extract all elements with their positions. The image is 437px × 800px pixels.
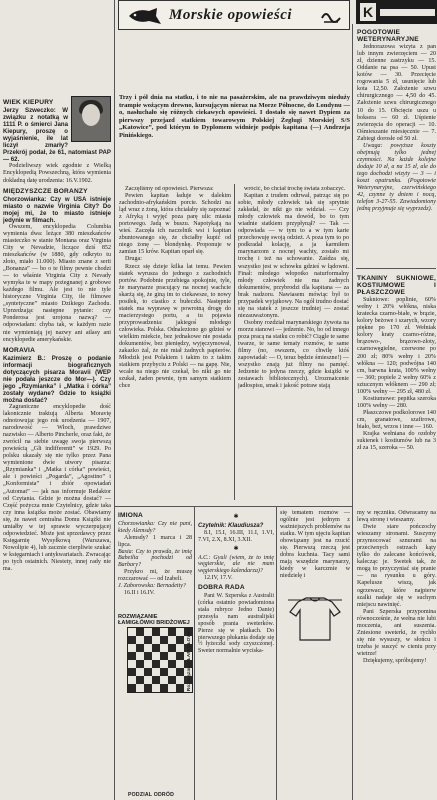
imiona-a-3: 16.II i 16.IV. [124, 589, 155, 596]
board-square [176, 684, 184, 692]
left-para-3: Zagraniczne encyklopedie dość lakonicznie traktują Alberta Moravię odnotowując jego rok urodzenia — 1907, narodowość — Włoch, prawdziwe nazwisko — Alberto Pincherle, oraz fakt, że zwrócił na siebie uwagę swoja pierwszą powieścią „Gli indifferenti” w 1929. Po polsku ukazały się nie tylko przez Pana wymienione dwie utwory pisarza: „Rzymianka” i „Matka i córka” powieści, ale i powieści „Pogarda”, „Agostino” i „Konformista” i zbiór opowiadań „Automat” — jak nas informuje Redaktor od Czytania. Gdzie je można dostać? — Część pożycza mnie Czytelnicy, gdzie taka czy inna książka może zostać. Obawiamy się, że nawet centralna Domu Książki nie umiałby w tej sprawie wyczerpującej odpowiedzieć. Może jest sprzedawcy przez Księgarnię Wysyłkową (Warszawa, Nowolipie 4), lub zacznie cierpliwie szukać w księgarniach i antykwariatach. Zwracając po tych ostatnich. Niestety, innej rady nie ma. [3, 403, 111, 573]
puzzle-board [127, 627, 193, 693]
board-square [176, 652, 184, 660]
board-square [128, 660, 136, 668]
board-square [152, 660, 160, 668]
left-lead-3: Kazimierz B.: Proszę o podanie informacji biograficznych dotyczących pisarza Moravii (WEP nie podała jeszcze do Mor—). Czy jego „Rzymianka” i „Matka i córka” zostały wydane? Gdzie to książki można dostać? [3, 354, 111, 404]
board-square [176, 676, 184, 684]
board-square [128, 668, 136, 676]
right-bottom-para-4: Dziękujemy, spróbujemy! [363, 657, 427, 664]
column-rule [352, 24, 353, 800]
board-square [152, 676, 160, 684]
board-square [144, 660, 152, 668]
portrait-photo [71, 96, 111, 142]
tkaniny-heading: TKANINY SUKNIOWE, KOSTIUMOWE I PŁASZCZOWE [357, 275, 436, 297]
board-square [152, 628, 160, 636]
story1-para-1: Zaczęliśmy od opowieści. Pierwsza: [125, 186, 214, 192]
board-square [176, 660, 184, 668]
left-lead-2: Chorzowianka: Czy w USA istnieje miasto o nazwie Virginia City? Do mojej mi, że to miasto istnieje jedynie w filmach. [3, 195, 111, 224]
left-column [3, 96, 111, 800]
board-square [152, 636, 160, 644]
left-para-1: Podzieliwszy wiek zgodnie z Wielką Encyklopedią Powszechną, która wymienia dokładną datę urodzenia: 16.V.1902. [3, 163, 111, 184]
story-continuation [280, 510, 350, 798]
board-square [152, 668, 160, 676]
board-square [144, 628, 152, 636]
board-square [144, 644, 152, 652]
board-square [176, 628, 184, 636]
board-square [168, 676, 176, 684]
story1-para-2: Pewien kapitan ładuje w dalekim zachodnio-afrykańskim porcie. Schodzi na ląd wraz z żoną, która chciałaby się zapoznać z Afryką i wyjęć poza parę ulic miasta portowego. Jadą w buszu. Napotykają na wieś. Zaczęła ich naczelnik wsi i kapitan zbuntowanego się, że chciałby kupić od niego żonę — blondynkę. Proponuje w zamian 15 krów. Kapitan oparł się. [119, 193, 231, 256]
board-square [152, 652, 160, 660]
gyula-a: 12.IV, 17.V. [204, 575, 233, 582]
board-square [136, 676, 144, 684]
right-column-top [357, 26, 436, 266]
board-square [176, 644, 184, 652]
board-square [176, 636, 184, 644]
story-column-2 [238, 186, 349, 504]
story2-para-1: wrócić, bo chciał trochę świata zobaczyć. [244, 186, 346, 192]
tkaniny-para-1: Sukniowe: poplinie, 60% wełny i 20% włókna, niska kratecka czarno-białe, w brązie, kolory beżowe i szarych, wzory piękne po 170 zł. Wełniak kolory kraty czarno-różne, brązowo-, brązowo-złoty, czarnowęgielne, czerwone po 200 zł; 80% wełny i 20% włókna — 120; podwójna 140 cm, barwna krata, 100% wełny — 360; popiele 2 wełny 60% z sztucznym włóknem — 290 zł; 100% wełny — 295 zł, 480 zł. [357, 297, 436, 395]
story1-para-3: Druga: [125, 256, 142, 263]
imiona-q-3: J. Zaborowska: Bernadetty? [118, 583, 186, 590]
article-lead: Trzy i pół dnia na statku, i to nie na pasażerskim, ale na prawdziwym nieduży trampie wożącym drewno, kursującym nieraz na Morze Północne, do Londynu — o, nasłuchało się różnych ciekawych opowieści. I dostało się nawet Dypiem za pierwszy przejazd statkiem towarowym Polskiej Żeglugi Morskiej S/S „Katowice”, pod którym to Dyplomem widnieje podpis kapitana (—) Andrzeja Pinińskiego. [119, 94, 350, 139]
right-bottom-para-2: Dwie stare pończochy wieszamy stronami. Suszymy przymocować sznurami na przeciwnych ostrzach kąty tylko do zalecane końcówek, kalecząc je. Swetek tak, że mogą to przyczyniać się pranie — na rysunku u góry. Kapelusze wiszą, jak ogrzewacz, które najpierw szalki nadaje się w suchym miejscu nawinięć. [357, 524, 436, 608]
column-rule [234, 184, 235, 500]
horizontal-rule [356, 268, 436, 269]
board-square [160, 668, 168, 676]
imiona-q-2: Basia: Czy to prawda, że imię Babeilia pochodzi od Barbary? [118, 548, 192, 569]
board-square [136, 636, 144, 644]
horizontal-rule [114, 506, 352, 507]
board-square [136, 628, 144, 636]
board-square [160, 660, 168, 668]
story2-para-2: Kapitan z trudem odtrwał, patrząc się po sobie, młody człowiek tak się sprytnie zakładał, że nikt go nie widział. — Czy młody człowiek ma dowód, bo to tym wiadnie statkiem przypłynął? — Tak — odpowiada — w tym to a w tym karie przechowuję swoją odzież. A poza tym to po podkradał kolację, a ja karmiłem marynarzom z nocnej wachty, zostało mi trochę i też na schowanie. Zaśdza się, wszystko jest w schowku gdzieś w łądowni. Finał: młodego włopotko naturformalny młody człowiek nie ma żadnych dokumentów, przybrodzi dla kapitana — za brak nadzoru. Nawiasem mówiąc był to przypadek wyjątkowy. Na ogół trudno dostać się na statek z jeszcze trudniej — zostać niezauważonym. [238, 193, 349, 319]
fish-icon [127, 7, 163, 25]
imiona-box [118, 510, 192, 622]
imiona-a-1: Alemsdy? 1 marca i 28 lipca. [118, 534, 192, 548]
left-lead-1: Jerzy Szweczko: W związku z notatką w 1111 P. o śmierci Jana Kiepury, proszę o wyjaśnienie, ile lat liczył zmarły? Przekrój podał, że 61, natomiast PAP — 62. [3, 107, 111, 164]
column-rule [114, 0, 115, 800]
story2-para-3: Osobny rozdział marynarskiego żywota na morzu stanowi — jedzenie. No, bo od innego poza pracą na statku co robić? Ciągle te same twarze, te same tematy rozmów, te same filmy (no, owszem, co chwilę któś zapowiadał: — O, teraz będzie śmieszne!) — wszystko znają już filmy na pamięć. Jedzenie to jedyna rzeczy, gdzie książki w zestawach bibliotecznych). Urozmaicenie jadłospisu, smak i jakość potraw stają [238, 319, 349, 390]
board-square [168, 668, 176, 676]
right-column-bottom [357, 510, 436, 798]
board-square [160, 652, 168, 660]
board-square [144, 684, 152, 692]
wave-icon [321, 8, 341, 24]
klaudiusz-heading: Czytelnik: Klaudiusza? [198, 522, 264, 529]
dobra-rada-text: Pani W. Szperska z Australii (córka ostatnio powiadomiona stała rubryce Jedno Danie) przesyła nam australijski sposób prania sweterków. Pierze się w płatkach. Do pierwszego płukania dodaje się ½ łyżeczki sody czyszczonej. Sweter normalnie wyciska- [198, 593, 274, 655]
tkaniny-para-3: Płaszczowe podkolorowe 140 cm, granatowe, szafirowe, biało, beż, wrzos i inne — 160. [357, 409, 436, 430]
board-square [136, 660, 144, 668]
board-square [168, 660, 176, 668]
tkaniny-para-2: Kostiumowe: pepitka szeroka 100% wełny — 280. [357, 395, 436, 409]
column-rule [276, 506, 277, 800]
board-square [176, 668, 184, 676]
board-square [168, 652, 176, 660]
board-square [128, 644, 136, 652]
imiona-q-1: Chorzowianka: Czy nie pani, kiedy Alemsdy? [118, 520, 192, 534]
board-square [144, 636, 152, 644]
board-square [144, 652, 152, 660]
pogotowie-para-2: Uwaga: powyższe koszty obejmują tylko jednej czynności. Na każde kolejne dodaje 10 zł, a na 15 zł, ale do tego dochodzi wizyty — 3 — i koszt opatrunku. (Pogotowie Weterynaryjne, czerwińskiego 42, czynne ty dniem i nocą, telefon 3-27-55. Zawiadomiony jedną przyjmuje się wyprzedz). [357, 142, 436, 213]
board-square [136, 644, 144, 652]
board-square [136, 652, 144, 660]
board-square [160, 676, 168, 684]
section-header [118, 0, 350, 30]
middle-small-column [198, 512, 274, 798]
sweater-drying-illustration [282, 590, 348, 648]
board-square [128, 652, 136, 660]
board-square [136, 684, 144, 692]
board-square [152, 644, 160, 652]
klaudiusz-text: 8.I, 15.I, 16.III, 11.I, 1.VI, 7.VI, 2.X, 8.XI, 3.XII. [198, 529, 274, 543]
board-square [144, 676, 152, 684]
pogotowie-para-1: Jednorazowa wizyta z pan lub innym zwierzęciem — 20 zł, dzienne zastrzyku — 15. Oddanie na psa — 50. Upust kotów — 30. Przecięcie rogowania 5 zł, usunięcie lub kota 12,50. Założenie szwu chirurgicznego — 4,50 do 45. Założenie szwu chirurgicznego 10 do 15. Obcięcie uszu u boksera — 60 zł. Uśpienie zwierzęcia do operacji — 10. Ośmieszanie miesięcznie — 7. Zabiegi dorosłe od 50 zł. [357, 44, 436, 142]
rubric-logo [356, 0, 437, 24]
page-title: Morskie opowieści [169, 7, 293, 23]
board-square [160, 628, 168, 636]
puzzle-bottom-label: PODZIAL ODRÓD [128, 792, 175, 798]
board-square [136, 668, 144, 676]
imiona-heading: IMIONA [118, 512, 144, 519]
puzzle-side-label: Rozwiązanie ŁAMIGŁOWKI [186, 628, 191, 692]
story1-para-4: Rzecz się dzieje kilka lat temu. Pewien statek wyrusza do jednego z zachodnich portów. Podobnie przebiega spokojnie, tyle, że marynarze pracujący na nocnej wachcie skarżą się, że giną im to ciekawsze, to nowy posiłek, to ciastko z bułeczki. Następnie statek ma wyprawę w powrotną drogę do macierzystego portu, a tu pojawia przyprowadzenia: jakiegoś młodego człowieka. Polska. Odnaleziono go gdzieś w wielkim miekcie, bez jednakowe nie posiada dokumentów, bez pieniędzy, wyjęczymował, zakazko żal, że nie miał żadnych papierów. Młodzik jest Polakiem i takim to z takim statkiem przybyciu z Polski — na gapę. Nie, wcale na niego nie czekał, bo nikt go nie szukał, żaden pewnie, tym samym statkiem chce [119, 263, 231, 390]
tkaniny-para-4: Krajka wełniana do ozdoby sukienek i kostiumów lub na 3 zł za 15, szeroka — 50. [357, 431, 436, 452]
board-square [128, 636, 136, 644]
board-square [160, 644, 168, 652]
logo-bar [380, 9, 435, 16]
gyula-q: A.C.: Gyuli (wiem, że to imię węgierskie, ale nie mam węgierskiego kalendarza)? [198, 554, 274, 575]
board-square [168, 636, 176, 644]
right-column-middle [357, 272, 436, 504]
board-square [160, 684, 168, 692]
board-square [152, 684, 160, 692]
left-heading-2: MIĘDZYSZCZE BORANZY [3, 187, 88, 195]
column-rule [194, 506, 195, 800]
right-bottom-para-1: my w ręczniku. Odwracamy na lewą stronę i wieszamy. [357, 510, 436, 524]
board-square [144, 668, 152, 676]
left-para-2: Owszem, encyklopedia Columbia wymienia dwa: leżące 380 mieszkańców miasteczko w stanie Montana oraz Virginia City w Nevadzie, liczące dziś 852 mieszkańców (w 1880, gdy odkryto tu złoto, miało 11.000). Miasto znane z serii „Bonanza” — bo o te filmy pewnie chodzi — to właśnie Virginia City z Nevady wymyka te w mapy pożegnanej z grobowe każdego filmu. Ale jest to nie tyle historyczne Virginia City, ile filmowe „syntetyczne” miasto Dzikiego Zachodu. Uprzedzając następne pytanie: czy Ponderosa jest urojona nazwą? — odpowiadam: chyba tak, w każdym razie nie wymieniają jej nazwy ani atlasy ani encyklopedie amerykańskie. [3, 223, 111, 343]
star-divider: ✱ [233, 545, 239, 552]
board-square [160, 636, 168, 644]
story-column-1 [119, 186, 231, 504]
board-square [168, 628, 176, 636]
board-square [128, 684, 136, 692]
board-square [168, 644, 176, 652]
star-divider: ✱ [233, 514, 239, 520]
pogotowie-heading: POGOTOWIE WETERYNARYJNE [357, 29, 419, 44]
board-square [128, 628, 136, 636]
dobra-rada-heading: DOBRA RADA [198, 584, 245, 592]
imiona-a-2: Przykro mi, że muszę rozczarować — od Izabeli. [118, 569, 192, 583]
right-bottom-para-3: Pani Szperska przypomina równocześnie, że wełna nie lubi moczenia, ani suszenia. Zniesione sweterki, że rychło się nie wysuszy, w słońcu i trzeba je suszyć w cieniu przy wietrze! [357, 608, 436, 657]
board-square [128, 676, 136, 684]
puzzle-caption: ROZWIĄZANIE ŁAMIGŁÓWKI BRIDŻOWEJ [118, 614, 190, 627]
left-heading-3: MORAVIA [3, 346, 36, 354]
logo-letter-icon: K [360, 3, 376, 21]
board-square [168, 684, 176, 692]
story-continuation-text: się tematem rozmów — ogólnie jest jednym z ważniejszych problemów na statku. W tym ujęciu kapitan obowiązany jest na rzucić się. Pierwszą rzeczą jest dobra kuchnia. Tacy sami mają wszędzie marynarzy, kiedy w karczmie w niedzielę i [280, 510, 350, 580]
left-heading-1: WIEK KIEPURY [3, 99, 54, 106]
